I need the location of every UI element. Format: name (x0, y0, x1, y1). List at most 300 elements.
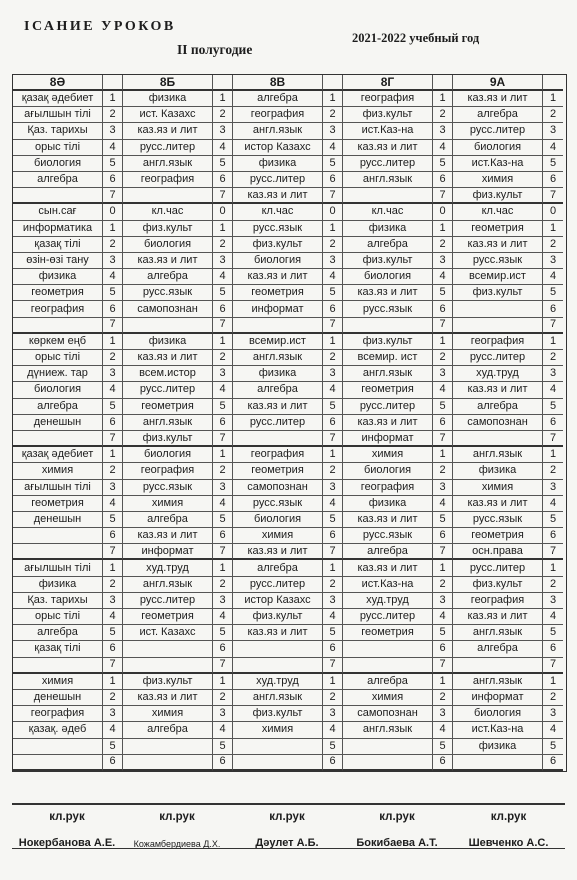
lesson-subject: биология (123, 237, 213, 253)
lesson-subject: физика (233, 156, 323, 172)
lesson-subject: ист.Каз-на (343, 577, 433, 593)
lesson-number: 1 (323, 560, 343, 576)
lesson-number: 7 (213, 318, 233, 334)
lesson-subject: русс.язык (233, 221, 323, 237)
lesson-subject (343, 755, 433, 771)
lesson-number: 3 (543, 593, 563, 609)
lesson-subject: кл.час (123, 204, 213, 220)
lesson-subject: биология (13, 382, 103, 398)
lesson-subject: физ.культ (123, 674, 213, 690)
lesson-subject: русс.литер (343, 156, 433, 172)
lesson-subject: каз.яз и лит (453, 382, 543, 398)
lesson-number: 0 (323, 204, 343, 220)
class-teacher-column (122, 805, 232, 849)
lesson-subject: физ.культ (343, 107, 433, 123)
lesson-subject (123, 755, 213, 771)
class-teacher-column (452, 805, 565, 849)
lesson-number: 4 (323, 722, 343, 738)
lesson-row (13, 123, 566, 139)
lesson-subject: физ.культ (233, 609, 323, 625)
lesson-row (13, 560, 566, 576)
lesson-row (13, 755, 566, 771)
lesson-subject: геометрия (453, 528, 543, 544)
lesson-subject (453, 755, 543, 771)
lesson-number: 2 (543, 350, 563, 366)
lesson-number: 7 (433, 658, 453, 674)
lesson-number: 6 (213, 528, 233, 544)
lesson-row (13, 366, 566, 382)
class-header-row (13, 75, 566, 91)
lesson-number: 0 (103, 204, 123, 220)
lesson-subject (123, 318, 213, 334)
lesson-number: 7 (433, 431, 453, 447)
lesson-subject: алгебра (343, 544, 433, 560)
lesson-number: 6 (433, 528, 453, 544)
lesson-number: 6 (543, 528, 563, 544)
lesson-subject (343, 641, 433, 657)
lesson-number: 5 (213, 625, 233, 641)
lesson-subject: география (343, 480, 433, 496)
lesson-subject (123, 658, 213, 674)
lesson-subject: физ.культ (123, 221, 213, 237)
lesson-number: 6 (543, 172, 563, 188)
lesson-number: 4 (103, 722, 123, 738)
lesson-number: 6 (323, 755, 343, 771)
lesson-number: 1 (213, 221, 233, 237)
lesson-row (13, 609, 566, 625)
lesson-number: 7 (213, 188, 233, 204)
lesson-subject (233, 641, 323, 657)
lesson-number: 4 (213, 269, 233, 285)
lesson-number: 2 (543, 463, 563, 479)
lesson-number: 1 (433, 91, 453, 107)
lesson-subject: география (453, 334, 543, 350)
lesson-number: 1 (543, 560, 563, 576)
lesson-subject: көркем еңб (13, 334, 103, 350)
lesson-number: 7 (433, 544, 453, 560)
lesson-subject: Қаз. тарихы (13, 593, 103, 609)
lesson-number: 1 (433, 560, 453, 576)
lesson-subject: англ.язык (343, 172, 433, 188)
lesson-number: 1 (323, 447, 343, 463)
lesson-subject: англ.язык (453, 447, 543, 463)
lesson-subject: ағылшын тілі (13, 107, 103, 123)
lesson-subject: алгебра (453, 107, 543, 123)
lesson-number: 7 (213, 431, 233, 447)
lesson-number: 6 (213, 755, 233, 771)
lesson-number: 7 (323, 188, 343, 204)
lesson-subject: каз.яз и лит (453, 496, 543, 512)
lesson-number: 5 (323, 399, 343, 415)
lesson-subject: русс.литер (343, 609, 433, 625)
lesson-subject: каз.яз и лит (343, 512, 433, 528)
lesson-subject: физ.культ (233, 706, 323, 722)
lesson-number: 2 (103, 237, 123, 253)
lesson-number: 5 (213, 156, 233, 172)
lesson-number: 4 (323, 269, 343, 285)
lesson-number: 6 (213, 301, 233, 317)
lesson-number: 2 (433, 690, 453, 706)
lesson-number: 6 (543, 301, 563, 317)
lesson-subject: орыс тілі (13, 140, 103, 156)
lesson-row (13, 447, 566, 463)
lesson-subject: физ.культ (453, 577, 543, 593)
lesson-subject (233, 658, 323, 674)
lesson-subject: физика (123, 334, 213, 350)
lesson-subject: кл.час (233, 204, 323, 220)
lesson-number: 3 (213, 366, 233, 382)
lesson-subject: каз.яз и лит (343, 560, 433, 576)
lesson-subject: русс.язык (453, 253, 543, 269)
lesson-number: 1 (103, 221, 123, 237)
lesson-subject: каз.яз и лит (453, 91, 543, 107)
lesson-number: 2 (323, 350, 343, 366)
lesson-subject: геометрия (343, 625, 433, 641)
lesson-row (13, 107, 566, 123)
lesson-number: 1 (213, 447, 233, 463)
lesson-number: 7 (103, 188, 123, 204)
lesson-number: 2 (213, 690, 233, 706)
lesson-number: 3 (103, 706, 123, 722)
lesson-row (13, 674, 566, 690)
lesson-subject: денешын (13, 512, 103, 528)
lesson-subject: сын.сағ (13, 204, 103, 220)
lesson-number: 2 (543, 107, 563, 123)
lesson-subject: каз.яз и лит (453, 609, 543, 625)
lesson-number: 4 (323, 609, 343, 625)
lesson-row (13, 237, 566, 253)
lesson-subject: ист.Каз-на (453, 722, 543, 738)
lesson-subject: каз.яз и лит (233, 399, 323, 415)
lesson-subject (13, 739, 103, 755)
lesson-subject: русс.язык (343, 528, 433, 544)
lesson-subject: англ.язык (233, 350, 323, 366)
lesson-number: 3 (433, 123, 453, 139)
lesson-number: 3 (213, 253, 233, 269)
lesson-number: 4 (103, 496, 123, 512)
lesson-subject: самопознан (233, 480, 323, 496)
lesson-subject: биология (123, 447, 213, 463)
lesson-subject: физ.культ (343, 334, 433, 350)
class-header-spacer (103, 75, 123, 91)
lesson-subject (13, 528, 103, 544)
lesson-subject: самопознан (343, 706, 433, 722)
lesson-subject (233, 431, 323, 447)
lesson-subject: география (233, 447, 323, 463)
lesson-subject: самопознан (453, 415, 543, 431)
lesson-row (13, 350, 566, 366)
lesson-number: 2 (213, 107, 233, 123)
lesson-subject: русс.язык (453, 512, 543, 528)
class-name: 8Б (123, 75, 213, 91)
page-title: ІСАНИЕ УРОКОВ (24, 19, 176, 34)
lesson-subject: русс.литер (123, 382, 213, 398)
lesson-number: 1 (213, 560, 233, 576)
lesson-subject (453, 431, 543, 447)
class-header-spacer (433, 75, 453, 91)
lesson-number: 3 (433, 706, 453, 722)
lesson-row (13, 91, 566, 107)
lesson-subject: истор Казахс (233, 593, 323, 609)
lesson-number: 4 (543, 140, 563, 156)
lesson-number: 5 (213, 285, 233, 301)
class-name: 8Ә (13, 75, 103, 91)
lesson-number: 4 (543, 382, 563, 398)
lesson-number: 3 (103, 480, 123, 496)
lesson-subject: каз.яз и лит (233, 188, 323, 204)
lesson-subject: каз.яз и лит (123, 123, 213, 139)
lesson-subject: алгебра (123, 512, 213, 528)
lesson-number: 3 (103, 253, 123, 269)
lesson-row (13, 739, 566, 755)
lesson-subject: русс.литер (233, 415, 323, 431)
lesson-subject: алгебра (123, 722, 213, 738)
lesson-subject (233, 755, 323, 771)
class-teacher-label: кл.рук (490, 811, 527, 823)
lesson-number: 3 (433, 480, 453, 496)
class-teacher-label: кл.рук (49, 811, 85, 823)
lesson-number: 5 (433, 156, 453, 172)
lesson-subject: информат (343, 431, 433, 447)
lesson-number: 5 (213, 399, 233, 415)
lesson-number: 2 (543, 577, 563, 593)
lesson-number: 5 (433, 739, 453, 755)
lesson-number: 5 (543, 399, 563, 415)
class-teacher-name: Нокербанова А.Е. (18, 837, 116, 849)
lesson-subject: алгебра (343, 674, 433, 690)
lesson-subject: каз.яз и лит (233, 625, 323, 641)
lesson-number: 6 (103, 641, 123, 657)
class-teacher-name: Шевченко А.С. (468, 837, 549, 849)
lesson-subject: физ.культ (233, 237, 323, 253)
lesson-number: 3 (323, 366, 343, 382)
lesson-number: 3 (213, 123, 233, 139)
lesson-number: 6 (543, 415, 563, 431)
lesson-subject: география (233, 107, 323, 123)
lesson-number: 4 (323, 496, 343, 512)
lesson-subject: англ.язык (343, 366, 433, 382)
lesson-number: 3 (323, 706, 343, 722)
lesson-number: 1 (323, 221, 343, 237)
lesson-number: 1 (543, 91, 563, 107)
lesson-number: 5 (323, 285, 343, 301)
lesson-number: 5 (103, 285, 123, 301)
lesson-number: 1 (433, 221, 453, 237)
lesson-subject: англ.язык (123, 577, 213, 593)
lesson-number: 4 (213, 609, 233, 625)
lesson-number: 4 (433, 269, 453, 285)
lesson-subject: информат (233, 301, 323, 317)
lesson-subject: ист. Казахс (123, 625, 213, 641)
lesson-number: 4 (433, 140, 453, 156)
lesson-number: 7 (433, 188, 453, 204)
lesson-subject: геометрия (343, 382, 433, 398)
lesson-number: 4 (323, 382, 343, 398)
lesson-number: 7 (103, 431, 123, 447)
lesson-number: 1 (213, 334, 233, 350)
lesson-subject (453, 318, 543, 334)
lesson-subject: химия (233, 722, 323, 738)
lesson-subject: каз.яз и лит (233, 544, 323, 560)
lesson-number: 7 (543, 188, 563, 204)
lesson-number: 5 (323, 156, 343, 172)
lesson-number: 0 (543, 204, 563, 220)
class-teacher-name: Бокибаева А.Т. (356, 837, 438, 849)
lesson-row (13, 641, 566, 657)
lesson-number: 2 (323, 463, 343, 479)
lesson-number: 7 (213, 658, 233, 674)
lesson-row (13, 512, 566, 528)
lesson-subject: география (343, 91, 433, 107)
lesson-number: 4 (213, 382, 233, 398)
lesson-subject: алгебра (13, 399, 103, 415)
lesson-number: 4 (433, 609, 453, 625)
lesson-number: 0 (433, 204, 453, 220)
lesson-subject: география (123, 463, 213, 479)
lesson-number: 3 (323, 123, 343, 139)
lesson-number: 6 (433, 172, 453, 188)
lesson-number: 5 (543, 625, 563, 641)
lesson-subject: русс.литер (453, 350, 543, 366)
lesson-subject: алгебра (123, 269, 213, 285)
lesson-subject (343, 188, 433, 204)
lesson-subject: каз.яз и лит (233, 269, 323, 285)
lesson-subject: англ.язык (233, 123, 323, 139)
lesson-subject: физ.культ (453, 285, 543, 301)
lesson-row (13, 221, 566, 237)
lesson-row (13, 528, 566, 544)
lesson-number: 6 (433, 301, 453, 317)
lesson-subject: химия (343, 690, 433, 706)
lesson-number: 1 (323, 91, 343, 107)
lesson-subject (233, 739, 323, 755)
lesson-subject (233, 318, 323, 334)
semester-label: II полугодие (177, 42, 253, 57)
lesson-subject: денешын (13, 415, 103, 431)
lesson-number: 5 (543, 739, 563, 755)
lesson-subject: физика (123, 91, 213, 107)
lesson-subject: физика (13, 269, 103, 285)
lesson-subject: қазақ тілі (13, 641, 103, 657)
lesson-row (13, 463, 566, 479)
lesson-row (13, 415, 566, 431)
class-header-spacer (543, 75, 563, 91)
lesson-number: 3 (543, 253, 563, 269)
lesson-subject: каз.яз и лит (343, 140, 433, 156)
lesson-number: 7 (543, 658, 563, 674)
class-teacher-column (12, 805, 122, 849)
lesson-number: 3 (433, 253, 453, 269)
lesson-subject: физ.культ (123, 431, 213, 447)
lesson-number: 5 (433, 625, 453, 641)
lesson-subject (13, 755, 103, 771)
lesson-number: 2 (323, 237, 343, 253)
lesson-subject: англ.язык (453, 625, 543, 641)
lesson-row (13, 172, 566, 188)
lesson-number: 4 (103, 382, 123, 398)
lesson-subject: алгебра (453, 641, 543, 657)
lesson-subject (123, 188, 213, 204)
class-teacher-column (232, 805, 342, 849)
lesson-number: 4 (213, 496, 233, 512)
lesson-subject: алгебра (13, 625, 103, 641)
lesson-subject (13, 188, 103, 204)
lesson-subject: орыс тілі (13, 609, 103, 625)
lesson-number: 7 (433, 318, 453, 334)
class-teachers-footer (12, 803, 565, 849)
lesson-subject: физика (343, 496, 433, 512)
lesson-subject: информат (453, 690, 543, 706)
lesson-number: 6 (213, 415, 233, 431)
lesson-subject: химия (453, 172, 543, 188)
lesson-subject: кл.час (343, 204, 433, 220)
lesson-number: 3 (323, 253, 343, 269)
lesson-number: 5 (213, 512, 233, 528)
lesson-subject: қазақ тілі (13, 237, 103, 253)
lesson-subject: Қаз. тарихы (13, 123, 103, 139)
lesson-number: 5 (213, 739, 233, 755)
lesson-subject: химия (233, 528, 323, 544)
lesson-subject (453, 301, 543, 317)
class-teacher-label: кл.рук (269, 811, 305, 823)
lesson-number: 2 (323, 107, 343, 123)
lesson-number: 5 (433, 285, 453, 301)
lesson-number: 7 (543, 544, 563, 560)
lesson-number: 5 (323, 625, 343, 641)
lesson-number: 3 (543, 480, 563, 496)
lesson-subject: физика (453, 739, 543, 755)
lesson-number: 1 (543, 221, 563, 237)
lesson-number: 2 (543, 690, 563, 706)
lesson-row (13, 625, 566, 641)
lesson-subject (13, 544, 103, 560)
lesson-number: 1 (543, 334, 563, 350)
lesson-row (13, 706, 566, 722)
lesson-number: 3 (213, 706, 233, 722)
lesson-number: 2 (213, 237, 233, 253)
lesson-number: 3 (433, 593, 453, 609)
lesson-number: 3 (103, 366, 123, 382)
lesson-number: 1 (213, 674, 233, 690)
lesson-subject (343, 658, 433, 674)
lesson-number: 3 (213, 593, 233, 609)
lesson-subject: русс.язык (123, 285, 213, 301)
lesson-number: 2 (543, 237, 563, 253)
lesson-subject (123, 641, 213, 657)
lesson-number: 2 (103, 690, 123, 706)
lesson-row (13, 301, 566, 317)
lesson-number: 1 (103, 560, 123, 576)
timetable (12, 74, 567, 772)
lesson-subject: қазақ әдебиет (13, 447, 103, 463)
lesson-number: 2 (323, 690, 343, 706)
lesson-number: 6 (213, 172, 233, 188)
lesson-number: 3 (543, 123, 563, 139)
lesson-subject: биология (453, 140, 543, 156)
lesson-number: 6 (103, 415, 123, 431)
lesson-subject: физика (453, 463, 543, 479)
lesson-number: 5 (543, 512, 563, 528)
class-teacher-name: Кожамбердиева Д.Х. (133, 839, 221, 849)
lesson-number: 2 (213, 463, 233, 479)
lesson-number: 2 (103, 577, 123, 593)
lesson-subject: русс.литер (453, 123, 543, 139)
lesson-subject: химия (13, 674, 103, 690)
lesson-number: 3 (103, 123, 123, 139)
lesson-row (13, 253, 566, 269)
lesson-number: 4 (543, 722, 563, 738)
lesson-row (13, 431, 566, 447)
